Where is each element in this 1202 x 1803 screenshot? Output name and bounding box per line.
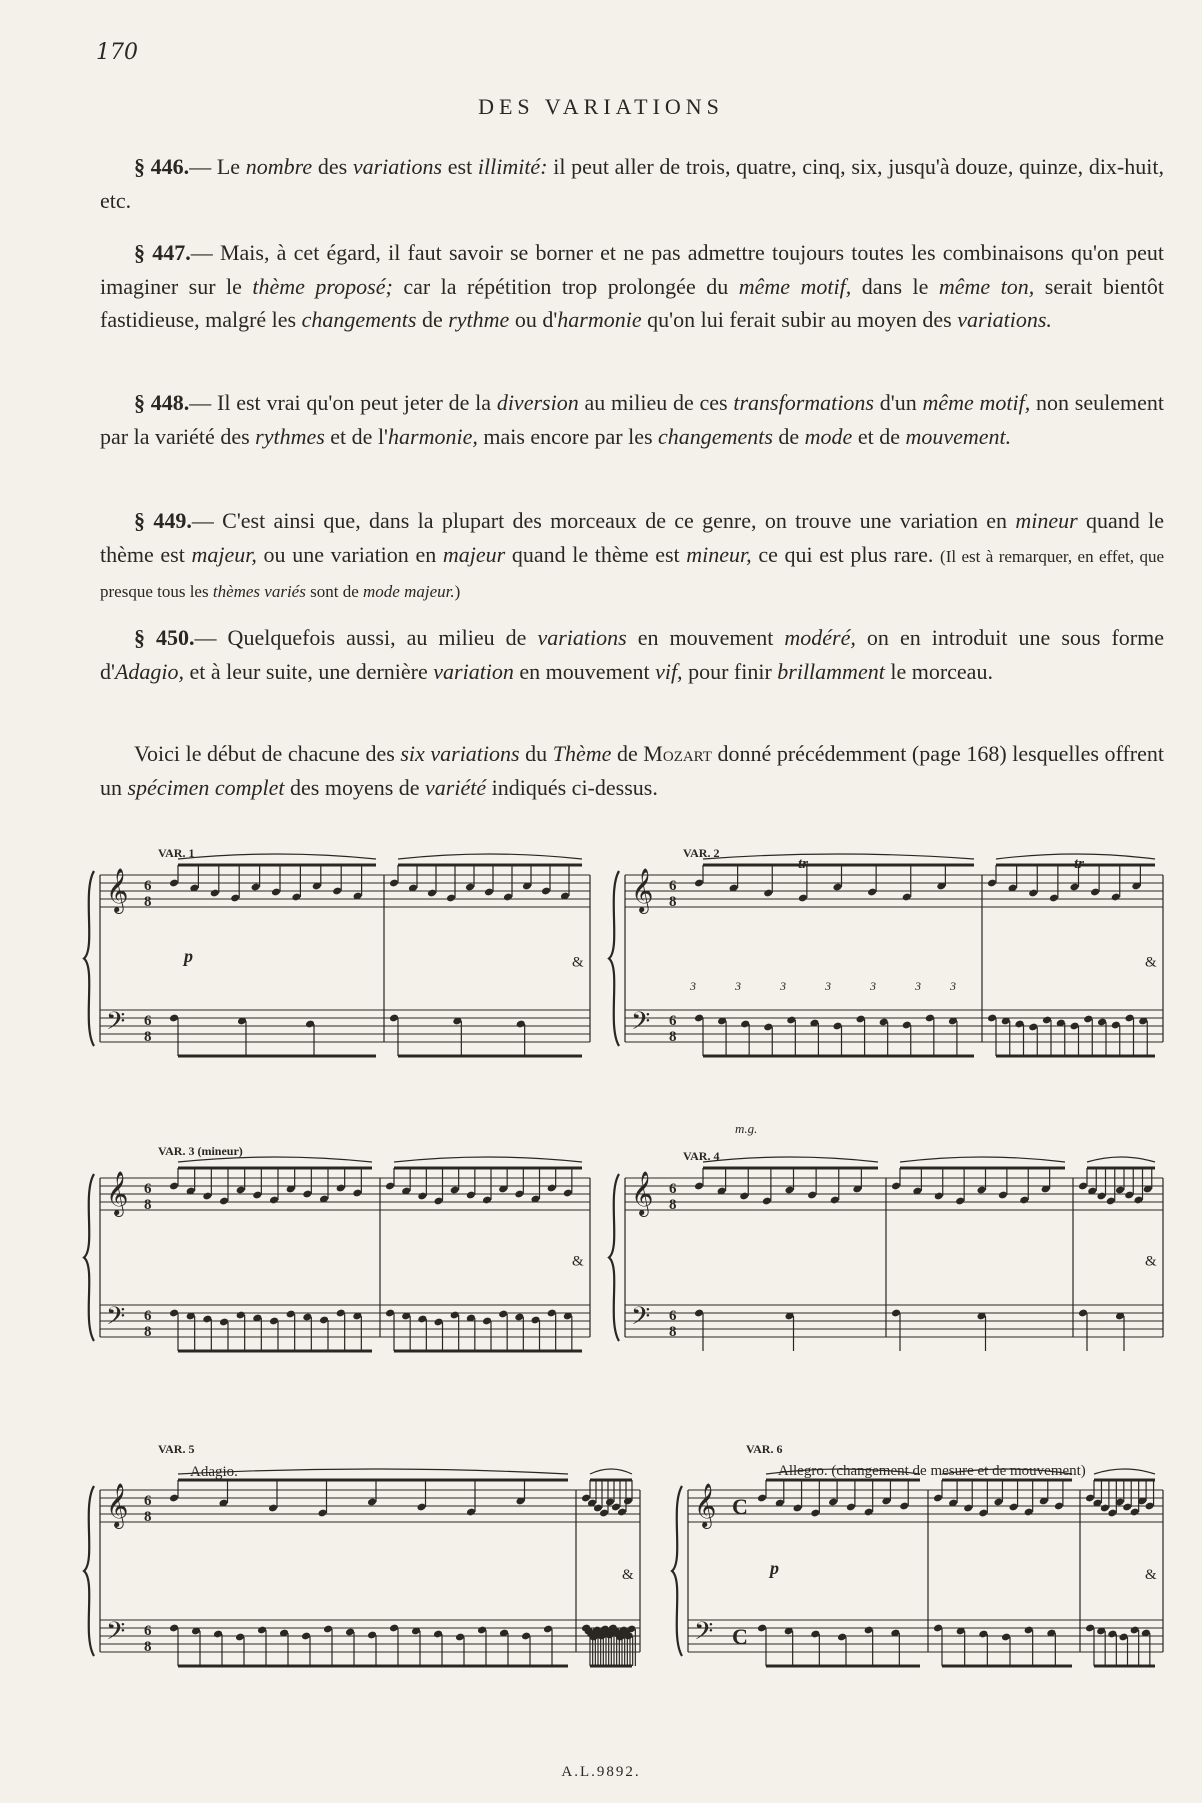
italic-text: thème proposé; <box>252 273 393 299</box>
italic-text: harmonie, <box>388 423 478 449</box>
text: sont de <box>305 582 363 601</box>
italic-text: mineur, <box>686 541 752 567</box>
italic-text: majeur <box>442 541 506 567</box>
triplet-marking: 3 <box>690 979 696 993</box>
tempo-marking: Allegro. (changement de mesure et de mouvement) <box>778 1463 1086 1479</box>
text: non seulement par la variété des <box>100 390 1164 449</box>
text: et de l' <box>324 423 389 449</box>
time-signature-bottom: 8 <box>669 1029 677 1045</box>
bass-clef-icon: 𝄢 <box>106 1618 126 1651</box>
continuation-mark: & <box>572 954 584 971</box>
slur <box>1094 1469 1155 1474</box>
italic-text: mode majeur. <box>363 582 455 601</box>
treble-clef-icon: 𝄞 <box>106 1485 129 1527</box>
slur <box>394 1157 582 1162</box>
slur <box>1087 1157 1155 1162</box>
brace-icon <box>609 871 619 1046</box>
variation-label: VAR. 5 <box>158 1442 195 1456</box>
text: des moyens de <box>284 774 426 800</box>
continuation-mark: & <box>572 1253 584 1270</box>
time-signature-bottom: 8 <box>669 1324 677 1340</box>
time-signature-top: 6 <box>144 1013 152 1029</box>
italic-text: même motif, <box>922 390 1031 415</box>
italic-text: mineur <box>1015 508 1078 533</box>
paragraph-number: § 449. <box>134 508 192 533</box>
text: quand le thème est <box>100 508 1164 567</box>
text: d'un <box>873 390 923 415</box>
italic-text: nombre <box>245 154 313 179</box>
text: en mouvement <box>626 625 785 650</box>
brace-icon <box>84 1174 94 1341</box>
brace-icon <box>609 1174 619 1341</box>
italic-text: Thème <box>552 741 612 766</box>
text: ou une variation en <box>256 541 443 567</box>
continuation-mark: & <box>1145 1567 1157 1583</box>
bass-staff <box>625 1010 1163 1042</box>
text: — Il est vrai qu'on peut jeter de la <box>189 390 497 415</box>
time-signature-top: 6 <box>144 1493 152 1509</box>
time-signature-top: 6 <box>669 1308 677 1324</box>
variation-label: VAR. 3 (mineur) <box>158 1144 243 1158</box>
time-signature-top: 6 <box>669 1013 677 1029</box>
trill-marking: tr <box>1074 856 1085 872</box>
treble-staff <box>100 875 590 907</box>
triplet-marking: 3 <box>825 979 831 993</box>
triplet-marking: 3 <box>780 979 786 993</box>
text: — C'est ainsi que, dans la plupart des morceaux de ce genre, on trouve une variation en <box>191 508 1016 533</box>
triplet-marking: 3 <box>950 979 956 993</box>
slur <box>398 854 582 859</box>
text: ) <box>454 582 461 601</box>
text: — Quelquefois aussi, au milieu de <box>194 625 538 650</box>
italic-text: transformations <box>733 390 874 415</box>
slur <box>900 1157 1065 1162</box>
text: de <box>611 741 644 766</box>
page-title: DES VARIATIONS <box>478 94 724 119</box>
brace-icon <box>672 1486 682 1656</box>
text: quand le thème est <box>505 541 687 567</box>
bass-clef-icon: 𝄢 <box>106 1008 126 1041</box>
text: des <box>312 154 353 179</box>
time-signature-top: 6 <box>144 1308 152 1324</box>
brace-icon <box>84 1486 94 1656</box>
treble-staff <box>100 1490 640 1522</box>
variation-label: VAR. 2 <box>683 846 720 860</box>
publisher-plate-number: A.L.9892. <box>561 1764 641 1780</box>
time-signature-bottom: 8 <box>669 894 677 910</box>
time-signature-bottom: 8 <box>669 1197 677 1213</box>
text: Voici le début de chacune des <box>134 741 401 766</box>
italic-text: harmonie <box>557 307 642 332</box>
paragraph-number: § 447. <box>134 240 191 265</box>
slur <box>703 1157 878 1162</box>
variation-label: VAR. 6 <box>746 1442 783 1456</box>
triplet-marking: 3 <box>735 979 741 993</box>
text: indiqués ci-dessus. <box>486 774 658 800</box>
treble-staff <box>625 1178 1163 1210</box>
italic-text: thèmes variés <box>212 582 306 601</box>
time-signature-bottom: 8 <box>144 1639 152 1655</box>
time-signature-top: 6 <box>669 878 677 894</box>
slur <box>178 854 376 859</box>
text: est <box>442 154 478 179</box>
italic-text: diversion <box>496 390 579 415</box>
text: au milieu de ces <box>578 390 734 415</box>
continuation-mark: & <box>622 1567 634 1583</box>
italic-text: majeur, <box>191 541 257 567</box>
text: et de <box>852 423 906 449</box>
trill-marking: tr <box>798 856 809 872</box>
text: et à leur suite, une dernière <box>184 658 434 684</box>
italic-text: mode <box>804 423 853 449</box>
treble-clef-icon: 𝄞 <box>631 1173 654 1215</box>
dynamic-marking: p <box>770 1558 779 1578</box>
italic-text: variation <box>433 658 514 684</box>
text: on en introduit une sous forme d' <box>100 625 1164 684</box>
text: pour finir <box>682 658 778 684</box>
paragraph-number: § 446. <box>134 154 190 179</box>
italic-text: six variations <box>400 741 520 766</box>
text: du <box>519 741 553 766</box>
bass-clef-icon: 𝄢 <box>631 1008 651 1041</box>
text: — Le <box>189 154 246 179</box>
text: le morceau. <box>884 658 993 684</box>
bass-staff <box>625 1305 1163 1337</box>
time-signature-bottom: 8 <box>144 1509 152 1525</box>
text: ou d' <box>509 307 558 332</box>
text: (Il est à remarquer, en effet, que presque tous les <box>100 546 1164 601</box>
treble-clef-icon: 𝄞 <box>106 1173 129 1215</box>
treble-clef-icon: 𝄞 <box>631 870 654 912</box>
italic-text: rythmes <box>255 423 325 449</box>
italic-text: variations <box>537 625 627 650</box>
time-signature-bottom: 8 <box>144 1029 152 1045</box>
time-signature-top: 6 <box>144 878 152 894</box>
text: ce qui est plus rare. <box>751 541 941 567</box>
composer-name: Mozart <box>643 741 712 766</box>
time-signature: C <box>732 1494 748 1519</box>
continuation-mark: & <box>1145 954 1157 971</box>
triplet-marking: 3 <box>915 979 921 993</box>
bass-clef-icon: 𝄢 <box>631 1303 651 1336</box>
italic-text: spécimen complet <box>127 774 285 800</box>
time-signature: C <box>732 1624 748 1649</box>
text: de <box>772 423 805 449</box>
italic-text: rythme <box>448 307 510 332</box>
page-number: 170 <box>96 40 138 65</box>
bass-clef-icon: 𝄢 <box>106 1303 126 1336</box>
slur <box>703 854 974 859</box>
slur <box>590 1469 632 1474</box>
text: serait bientôt fastidieuse, malgré les <box>100 273 1164 332</box>
bass-clef-icon: 𝄢 <box>694 1618 714 1651</box>
dynamic-marking: p <box>184 946 193 966</box>
text: dans le <box>851 273 939 299</box>
text: il peut aller de trois, quatre, cinq, six, jusqu'à douze, quinze, dix-huit, etc. <box>100 154 1164 213</box>
text: qu'on lui ferait subir au moyen des <box>641 307 958 332</box>
text: car la répétition trop prolongée du <box>392 273 739 299</box>
text: donné précédemment (page 168) lesquelles offrent un <box>100 741 1165 800</box>
time-signature-bottom: 8 <box>144 894 152 910</box>
tempo-marking: Adagio. <box>190 1464 238 1480</box>
italic-text: changements <box>301 307 417 332</box>
italic-text: illimité: <box>477 154 548 179</box>
paragraph-number: § 448. <box>134 390 190 415</box>
italic-text: variété <box>425 774 487 800</box>
text: en mouvement <box>513 658 656 684</box>
variation-label: VAR. 4 <box>683 1149 720 1163</box>
italic-text: Adagio, <box>114 658 185 684</box>
italic-text: même ton, <box>938 273 1035 299</box>
time-signature-bottom: 8 <box>144 1197 152 1213</box>
italic-text: variations. <box>957 307 1052 332</box>
continuation-mark: & <box>1145 1253 1157 1270</box>
time-signature-bottom: 8 <box>144 1324 152 1340</box>
text: mais encore par les <box>477 423 659 449</box>
italic-text: brillamment <box>777 658 885 684</box>
time-signature-top: 6 <box>669 1181 677 1197</box>
italic-text: variations <box>352 154 443 179</box>
treble-staff <box>625 875 1163 907</box>
italic-text: vif, <box>655 658 683 684</box>
text: de <box>416 307 449 332</box>
triplet-marking: 3 <box>870 979 876 993</box>
italic-text: mouvement. <box>905 423 1012 449</box>
treble-clef-icon: 𝄞 <box>694 1485 717 1527</box>
paragraph-number: § 450. <box>134 625 195 650</box>
italic-text: changements <box>658 423 773 449</box>
variation-label: VAR. 1 <box>158 846 195 860</box>
italic-text: modéré, <box>784 625 856 650</box>
time-signature-top: 6 <box>144 1623 152 1639</box>
bass-staff <box>100 1010 590 1042</box>
left-hand-marking: m.g. <box>735 1121 758 1136</box>
brace-icon <box>84 871 94 1046</box>
treble-clef-icon: 𝄞 <box>106 870 129 912</box>
text: — Mais, à cet égard, il faut savoir se borner et ne pas admettre toujours toutes les combinaisons qu'on peut imaginer sur le <box>100 240 1165 299</box>
time-signature-top: 6 <box>144 1181 152 1197</box>
italic-text: même motif, <box>738 273 852 299</box>
